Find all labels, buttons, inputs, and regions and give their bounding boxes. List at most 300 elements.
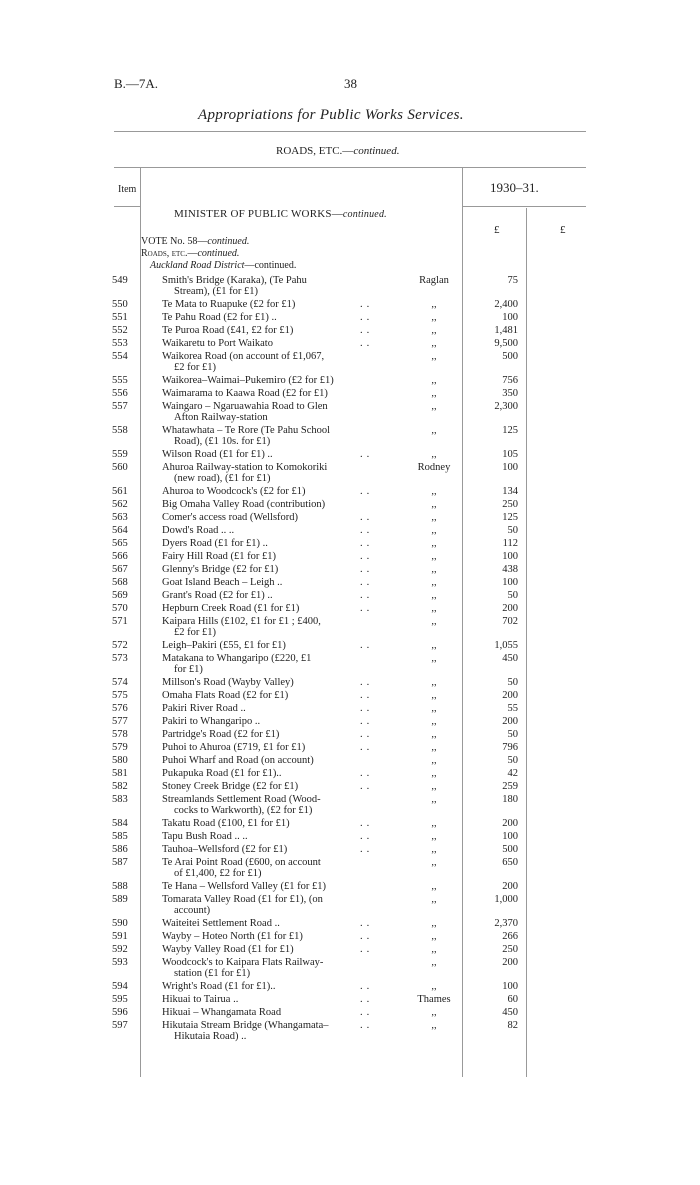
description-line1: Dowd's Road .. .. <box>162 525 235 536</box>
item-number: 555 <box>112 375 128 386</box>
description-line1: Pakiri River Road .. <box>162 703 246 714</box>
item-number: 572 <box>112 640 128 651</box>
description-line1: Wayby Valley Road (£1 for £1) <box>162 944 294 955</box>
county-name: ,, <box>431 944 437 955</box>
description-line1: Millson's Road (Wayby Valley) <box>162 677 294 688</box>
minister-main: MINISTER OF PUBLIC WORKS— <box>174 208 343 220</box>
description-line2: cocks to Warkworth), (£2 for £1) <box>174 805 313 816</box>
item-description <box>162 275 380 297</box>
amount-value: 500 <box>502 351 518 362</box>
description-line1: Te Puroa Road (£41, £2 for £1) <box>162 325 294 336</box>
item-number: 553 <box>112 338 128 349</box>
amount-value: 350 <box>502 388 518 399</box>
county-name: ,, <box>431 918 437 929</box>
description-line1: Tapu Bush Road .. .. <box>162 831 248 842</box>
description-line1: Waikorea Road (on account of £1,067, <box>162 351 325 362</box>
leader-dots: .. <box>360 590 374 601</box>
amount-value: 50 <box>507 755 518 766</box>
amount-value: 450 <box>502 1007 518 1018</box>
county-name: ,, <box>431 781 437 792</box>
amount-value: 134 <box>502 486 518 497</box>
amount-value: 266 <box>502 931 518 942</box>
leader-dots: .. <box>360 1020 374 1031</box>
vote-heading <box>141 236 249 247</box>
leader-dots: .. <box>360 551 374 562</box>
amount-value: 9,500 <box>494 338 518 349</box>
description-line1: Te Mata to Ruapuke (£2 for £1) <box>162 299 296 310</box>
item-number: 586 <box>112 844 128 855</box>
description-line2: Hikutaia Road) .. <box>174 1031 247 1042</box>
item-description <box>162 499 380 510</box>
leader-dots: .. <box>360 677 374 688</box>
description-line1: Woodcock's to Kaipara Flats Railway- <box>162 957 324 968</box>
item-number: 566 <box>112 551 128 562</box>
item-number: 554 <box>112 351 128 362</box>
roads-continued: continued. <box>197 248 240 259</box>
item-description <box>162 312 380 323</box>
description-line1: Waikaretu to Port Waikato <box>162 338 273 349</box>
item-description <box>162 944 380 955</box>
leader-dots: .. <box>360 931 374 942</box>
county-name: ,, <box>431 957 437 968</box>
county-name: ,, <box>431 794 437 805</box>
county-name: ,, <box>431 388 437 399</box>
item-description <box>162 690 380 701</box>
county-name: ,, <box>431 894 437 905</box>
amount-value: 100 <box>502 312 518 323</box>
item-description <box>162 525 380 536</box>
item-number: 583 <box>112 794 128 805</box>
amount-value: 60 <box>507 994 518 1005</box>
subtitle-continued: continued. <box>353 145 400 157</box>
item-number: 551 <box>112 312 128 323</box>
leader-dots: .. <box>360 486 374 497</box>
amount-value: 100 <box>502 831 518 842</box>
item-number: 594 <box>112 981 128 992</box>
description-line1: Te Arai Point Road (£600, on account <box>162 857 321 868</box>
item-description <box>162 918 380 929</box>
item-number: 575 <box>112 690 128 701</box>
amount-divider-rule <box>526 208 527 1077</box>
amount-value: 1,000 <box>494 894 518 905</box>
description-line1: Streamlands Settlement Road (Wood- <box>162 794 321 805</box>
county-name: ,, <box>431 818 437 829</box>
amount-value: 2,300 <box>494 401 518 412</box>
description-line1: Te Pahu Road (£2 for £1) .. <box>162 312 277 323</box>
item-description <box>162 831 380 842</box>
item-number: 563 <box>112 512 128 523</box>
county-name: ,, <box>431 716 437 727</box>
item-number: 577 <box>112 716 128 727</box>
county-name: ,, <box>431 325 437 336</box>
description-line1: Wayby – Hoteo North (£1 for £1) <box>162 931 303 942</box>
leader-dots: .. <box>360 844 374 855</box>
description-line1: Omaha Flats Road (£2 for £1) <box>162 690 289 701</box>
description-line1: Puhoi to Ahuroa (£719, £1 for £1) <box>162 742 306 753</box>
leader-dots: .. <box>360 525 374 536</box>
leader-dots: .. <box>360 449 374 460</box>
county-name: ,, <box>431 590 437 601</box>
item-number: 592 <box>112 944 128 955</box>
amount-value: 50 <box>507 525 518 536</box>
amount-value: 250 <box>502 944 518 955</box>
item-number: 591 <box>112 931 128 942</box>
item-column-header: Item <box>118 184 137 195</box>
description-line2: Afton Railway-station <box>174 412 268 423</box>
item-description <box>162 1020 380 1042</box>
item-description <box>162 325 380 336</box>
item-description <box>162 425 380 447</box>
minister-continued: continued. <box>342 209 387 220</box>
item-number: 570 <box>112 603 128 614</box>
item-number: 581 <box>112 768 128 779</box>
amount-value: 82 <box>507 1020 518 1031</box>
description-line1: Hikuai to Tairua .. <box>162 994 239 1005</box>
roads-main: Roads, etc.— <box>141 248 198 259</box>
item-number: 568 <box>112 577 128 588</box>
item-number: 564 <box>112 525 128 536</box>
item-number: 552 <box>112 325 128 336</box>
section-subtitle <box>276 145 399 157</box>
leader-dots: .. <box>360 981 374 992</box>
leader-dots: .. <box>360 690 374 701</box>
pound-symbol-col2: £ <box>560 224 566 236</box>
amount-value: 50 <box>507 590 518 601</box>
amount-value: 75 <box>507 275 518 286</box>
item-description <box>162 538 380 549</box>
amount-value: 200 <box>502 957 518 968</box>
item-number: 550 <box>112 299 128 310</box>
description-line1: Waingaro – Ngaruawahia Road to Glen <box>162 401 328 412</box>
item-number: 549 <box>112 275 128 286</box>
county-name: ,, <box>431 525 437 536</box>
item-description <box>162 857 380 879</box>
item-number: 580 <box>112 755 128 766</box>
amount-value: 259 <box>502 781 518 792</box>
amount-value: 250 <box>502 499 518 510</box>
amount-value: 42 <box>507 768 518 779</box>
description-line1: Waikorea–Waimai–Pukemiro (£2 for £1) <box>162 375 334 386</box>
item-number: 571 <box>112 616 128 627</box>
item-description <box>162 703 380 714</box>
item-description <box>162 512 380 523</box>
description-line2: £2 for £1) <box>174 627 216 638</box>
leader-dots: .. <box>360 603 374 614</box>
page-title: Appropriations for Public Works Services. <box>198 107 464 123</box>
amount-value: 702 <box>502 616 518 627</box>
description-line1: Ahuroa Railway-station to Komokoriki <box>162 462 328 473</box>
item-description <box>162 677 380 688</box>
item-number: 560 <box>112 462 128 473</box>
pound-symbol-col1: £ <box>494 224 500 236</box>
item-description <box>162 844 380 855</box>
description-line1: Pukapuka Road (£1 for £1).. <box>162 768 282 779</box>
vote-main: VOTE No. 58— <box>141 236 208 247</box>
county-name: ,, <box>431 742 437 753</box>
description-line1: Takatu Road (£100, £1 for £1) <box>162 818 290 829</box>
item-description <box>162 994 380 1005</box>
description-line1: Pakiri to Whangaripo .. <box>162 716 261 727</box>
county-name: ,, <box>431 512 437 523</box>
item-description <box>162 338 380 349</box>
amount-value: 650 <box>502 857 518 868</box>
county-name: ,, <box>431 881 437 892</box>
county-name: ,, <box>431 677 437 688</box>
amount-value: 450 <box>502 653 518 664</box>
item-description <box>162 729 380 740</box>
item-description <box>162 590 380 601</box>
county-name: ,, <box>431 1007 437 1018</box>
amount-value: 200 <box>502 881 518 892</box>
description-line1: Leigh–Pakiri (£55, £1 for £1) <box>162 640 286 651</box>
description-line1: Waimarama to Kaawa Road (£2 for £1) <box>162 388 328 399</box>
item-description <box>162 299 380 310</box>
county-name: ,, <box>431 603 437 614</box>
description-line1: Waiteitei Settlement Road .. <box>162 918 280 929</box>
leader-dots: .. <box>360 768 374 779</box>
item-description <box>162 388 380 399</box>
amount-value: 796 <box>502 742 518 753</box>
county-name: Raglan <box>419 275 449 286</box>
amount-value: 105 <box>502 449 518 460</box>
item-description <box>162 449 380 460</box>
leader-dots: .. <box>360 994 374 1005</box>
item-description <box>162 375 380 386</box>
item-number: 584 <box>112 818 128 829</box>
item-description <box>162 781 380 792</box>
item-number: 588 <box>112 881 128 892</box>
item-number: 567 <box>112 564 128 575</box>
amount-value: 125 <box>502 425 518 436</box>
county-name: ,, <box>431 640 437 651</box>
amount-value: 200 <box>502 716 518 727</box>
leader-dots: .. <box>360 742 374 753</box>
description-line1: Wright's Road (£1 for £1).. <box>162 981 276 992</box>
description-line1: Hikuai – Whangamata Road <box>162 1007 282 1018</box>
county-name: ,, <box>431 703 437 714</box>
description-line2: Road), (£1 10s. for £1) <box>174 436 271 447</box>
description-line1: Glenny's Bridge (£2 for £1) <box>162 564 279 575</box>
item-description <box>162 716 380 727</box>
item-number: 596 <box>112 1007 128 1018</box>
item-number: 576 <box>112 703 128 714</box>
item-description <box>162 881 380 892</box>
county-name: ,, <box>431 831 437 842</box>
description-line1: Te Hana – Wellsford Valley (£1 for £1) <box>162 881 326 892</box>
description-line1: Wilson Road (£1 for £1) .. <box>162 449 273 460</box>
amount-value: 50 <box>507 729 518 740</box>
county-name: ,, <box>431 312 437 323</box>
description-line1: Grant's Road (£2 for £1) .. <box>162 590 273 601</box>
item-number: 593 <box>112 957 128 968</box>
description-line1: Tomarata Valley Road (£1 for £1), (on <box>162 894 323 905</box>
amount-value: 2,370 <box>494 918 518 929</box>
county-name: Rodney <box>417 462 451 473</box>
leader-dots: .. <box>360 716 374 727</box>
item-number: 565 <box>112 538 128 549</box>
description-line2: of £1,400, £2 for £1) <box>174 868 262 879</box>
amount-value: 100 <box>502 577 518 588</box>
county-name: ,, <box>431 564 437 575</box>
item-description <box>162 351 380 373</box>
item-number: 556 <box>112 388 128 399</box>
amount-value: 100 <box>502 462 518 473</box>
item-number: 569 <box>112 590 128 601</box>
description-line1: Hepburn Creek Road (£1 for £1) <box>162 603 300 614</box>
item-number: 597 <box>112 1020 128 1031</box>
leader-dots: .. <box>360 538 374 549</box>
leader-dots: .. <box>360 918 374 929</box>
description-line1: Fairy Hill Road (£1 for £1) <box>162 551 277 562</box>
item-description <box>162 1007 380 1018</box>
leader-dots: .. <box>360 831 374 842</box>
item-number: 590 <box>112 918 128 929</box>
item-number: 582 <box>112 781 128 792</box>
amount-value: 1,055 <box>494 640 518 651</box>
amount-value: 1,481 <box>494 325 518 336</box>
vote-continued: continued. <box>207 236 250 247</box>
item-description <box>162 577 380 588</box>
description-line1: Goat Island Beach – Leigh .. <box>162 577 283 588</box>
county-name: ,, <box>431 401 437 412</box>
item-description <box>162 755 380 766</box>
county-name: ,, <box>431 425 437 436</box>
leader-dots: .. <box>360 299 374 310</box>
item-description <box>162 981 380 992</box>
minister-heading <box>174 208 387 220</box>
county-name: ,, <box>431 931 437 942</box>
item-number: 587 <box>112 857 128 868</box>
district-continued: —continued. <box>244 260 297 271</box>
item-number: 579 <box>112 742 128 753</box>
county-name: ,, <box>431 486 437 497</box>
description-line1: Hikutaia Stream Bridge (Whangamata– <box>162 1020 329 1031</box>
roads-heading <box>141 248 239 259</box>
leader-dots: .. <box>360 781 374 792</box>
amount-value: 500 <box>502 844 518 855</box>
county-name: ,, <box>431 551 437 562</box>
description-line1: Partridge's Road (£2 for £1) <box>162 729 280 740</box>
county-name: ,, <box>431 499 437 510</box>
amount-value: 200 <box>502 818 518 829</box>
amount-value: 180 <box>502 794 518 805</box>
item-number: 578 <box>112 729 128 740</box>
leader-dots: .. <box>360 325 374 336</box>
county-name: ,, <box>431 755 437 766</box>
leader-dots: .. <box>360 818 374 829</box>
county-name: ,, <box>431 844 437 855</box>
description-line2: account) <box>174 905 211 916</box>
item-number: 573 <box>112 653 128 664</box>
item-number: 595 <box>112 994 128 1005</box>
item-number: 562 <box>112 499 128 510</box>
item-description <box>162 768 380 779</box>
item-description <box>162 794 380 816</box>
amount-value: 55 <box>507 703 518 714</box>
description-line1: Puhoi Wharf and Road (on account) <box>162 755 314 766</box>
title-rule <box>114 131 586 132</box>
description-line2: station (£1 for £1) <box>174 968 251 979</box>
county-name: ,, <box>431 338 437 349</box>
amount-value: 100 <box>502 551 518 562</box>
county-name: ,, <box>431 1020 437 1031</box>
county-name: ,, <box>431 729 437 740</box>
county-name: ,, <box>431 351 437 362</box>
amount-value: 756 <box>502 375 518 386</box>
amount-value: 112 <box>502 538 518 549</box>
amount-value: 125 <box>502 512 518 523</box>
item-description <box>162 742 380 753</box>
item-description <box>162 818 380 829</box>
description-line1: Dyers Road (£1 for £1) .. <box>162 538 268 549</box>
amount-value: 2,400 <box>494 299 518 310</box>
description-line1: Smith's Bridge (Karaka), (Te Pahu <box>162 275 307 286</box>
leader-dots: .. <box>360 564 374 575</box>
leader-dots: .. <box>360 703 374 714</box>
description-line1: Stoney Creek Bridge (£2 for £1) <box>162 781 299 792</box>
amount-value: 200 <box>502 603 518 614</box>
county-name: ,, <box>431 449 437 460</box>
item-description <box>162 957 380 979</box>
description-line1: Big Omaha Valley Road (contribution) <box>162 499 326 510</box>
amount-header-rule <box>462 206 586 207</box>
county-name: ,, <box>431 538 437 549</box>
item-number: 589 <box>112 894 128 905</box>
county-name: ,, <box>431 616 437 627</box>
item-description <box>162 551 380 562</box>
description-line1: Comer's access road (Wellsford) <box>162 512 299 523</box>
item-header-rule <box>114 206 140 207</box>
leader-dots: .. <box>360 729 374 740</box>
description-line2: for £1) <box>174 664 203 675</box>
description-line1: Matakana to Whangaripo (£220, £1 <box>162 653 312 664</box>
description-line2: £2 for £1) <box>174 362 216 373</box>
item-description <box>162 462 380 484</box>
item-number: 557 <box>112 401 128 412</box>
item-description <box>162 564 380 575</box>
leader-dots: .. <box>360 312 374 323</box>
county-name: ,, <box>431 857 437 868</box>
item-description <box>162 653 380 675</box>
item-description <box>162 486 380 497</box>
subtitle-main: ROADS, ETC.— <box>276 145 354 157</box>
item-number: 559 <box>112 449 128 460</box>
county-name: Thames <box>417 994 451 1005</box>
county-name: ,, <box>431 299 437 310</box>
table-top-rule <box>114 167 586 168</box>
leader-dots: .. <box>360 577 374 588</box>
page-number: 38 <box>344 76 357 91</box>
item-description <box>162 401 380 423</box>
description-line1: Tauhoa–Wellsford (£2 for £1) <box>162 844 288 855</box>
item-description <box>162 603 380 614</box>
county-name: ,, <box>431 653 437 664</box>
leader-dots: .. <box>360 512 374 523</box>
item-description <box>162 640 380 651</box>
county-name: ,, <box>431 690 437 701</box>
document-reference: B.—7A. <box>114 76 159 91</box>
leader-dots: .. <box>360 944 374 955</box>
description-line2: (new road), (£1 for £1) <box>174 473 271 484</box>
amount-value: 50 <box>507 677 518 688</box>
description-line1: Kaipara Hills (£102, £1 for £1 ; £400, <box>162 616 321 627</box>
leader-dots: .. <box>360 640 374 651</box>
item-number: 561 <box>112 486 128 497</box>
item-description <box>162 894 380 916</box>
description-line1: Whatawhata – Te Rore (Te Pahu School <box>162 425 331 436</box>
item-description <box>162 931 380 942</box>
county-name: ,, <box>431 768 437 779</box>
